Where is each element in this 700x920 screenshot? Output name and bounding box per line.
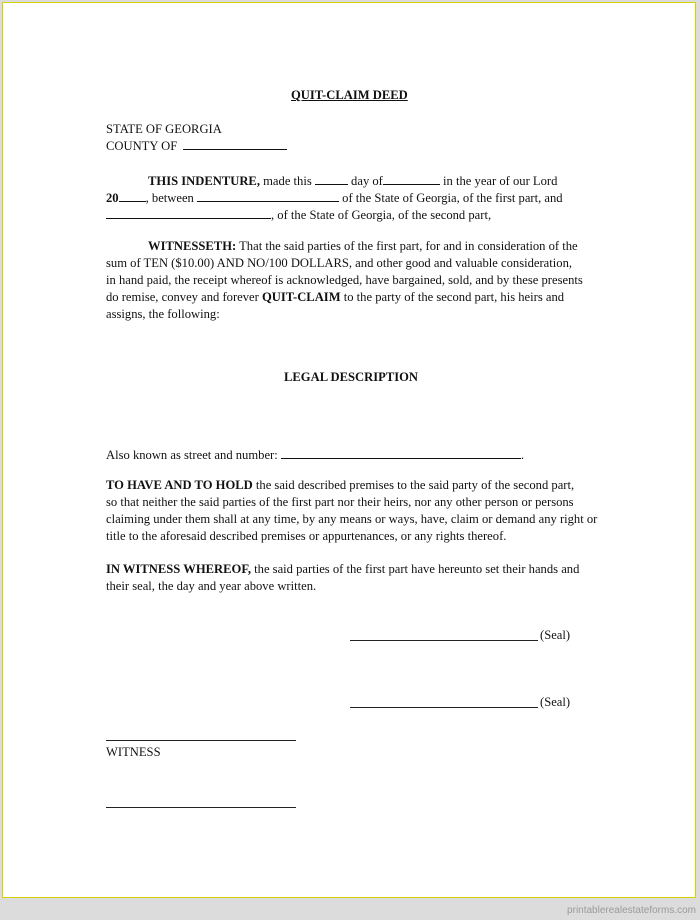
indenture-line-3 [106,206,491,224]
witnesseth-text-1: That the said parties of the first part, for and in consideration of the [236,239,578,253]
witnesseth-lead: WITNESSETH: [148,239,237,253]
seal-label-2: (Seal) [540,695,571,709]
witness-label: WITNESS [106,745,161,759]
habendum-lead: TO HAVE AND TO HOLD [106,478,253,492]
indenture-first-part: of the State of Georgia, of the first part, and [339,191,563,205]
witness-signature-line-1[interactable] [106,740,296,741]
indenture-line-1 [148,172,557,190]
witnesseth-line-2: sum of TEN ($10.00) AND NO/100 DOLLARS, and other good and valuable consideration, [106,256,573,270]
grantee-blank[interactable] [106,206,271,219]
indenture-second-part: , of the State of Georgia, of the second part, [271,208,492,222]
habendum-paragraph [106,477,598,545]
seal-signature-line-2[interactable] [350,707,538,708]
in-witness-lead: IN WITNESS WHEREOF, [106,562,251,576]
witnesseth-line-5: assigns, the following: [106,307,220,321]
habendum-line-1 [106,477,598,494]
legal-description-heading: LEGAL DESCRIPTION [284,370,419,384]
state-line: STATE OF GEORGIA [106,122,222,136]
habendum-text-1: the said described premises to the said party of the second part, [252,478,575,492]
county-line [106,137,287,155]
year-blank[interactable] [119,189,146,202]
month-blank[interactable] [383,172,440,185]
street-blank[interactable] [281,446,521,459]
grantor-blank[interactable] [197,189,339,202]
witnesseth-line-1 [106,238,598,255]
witness-signature-line-2[interactable] [106,807,296,808]
street-label: Also known as street and number: [106,448,278,462]
quit-claim-bold: QUIT-CLAIM [261,290,341,304]
indenture-text-a: made this [259,174,315,188]
indenture-lead: THIS INDENTURE, [148,174,260,188]
witnesseth-text-4b: to the party of the second part, his heirs and [340,290,565,304]
document-page [2,2,696,898]
indenture-line-2 [106,189,563,207]
county-label: COUNTY OF [106,139,178,153]
in-witness-line-2: their seal, the day and year above written. [106,579,317,593]
witnesseth-line-3: in hand paid, the receipt whereof is acknowledged, have bargained, sold, and by these presents [106,273,583,287]
document-title: QUIT-CLAIM DEED [291,88,408,102]
witnesseth-line-4 [106,289,598,306]
year-prefix: 20 [106,191,119,205]
street-line [106,446,524,464]
habendum-line-2: so that neither the said parties of the first part nor their heirs, nor any other person or persons [106,495,574,509]
day-blank[interactable] [315,172,348,185]
in-witness-line-1 [106,561,598,578]
county-blank[interactable] [183,137,287,150]
witnesseth-text-4a: do remise, convey and forever [106,290,262,304]
in-witness-paragraph [106,561,598,595]
habendum-line-3: claiming under them shall at any time, by any means or ways, have, claim or demand any right or [106,512,598,526]
indenture-text-b: day of [347,174,383,188]
indenture-between: , between [145,191,197,205]
indenture-text-c: in the year of our Lord [439,174,558,188]
site-watermark: printablerealestateforms.com [567,905,696,916]
witnesseth-paragraph [106,238,598,323]
habendum-line-4: title to the aforesaid described premises or appurtenances, or any rights thereof. [106,529,507,543]
seal-label-1: (Seal) [540,628,571,642]
in-witness-text-1: the said parties of the first part have hereunto set their hands and [251,562,580,576]
street-period: . [520,448,525,462]
seal-signature-line-1[interactable] [350,640,538,641]
